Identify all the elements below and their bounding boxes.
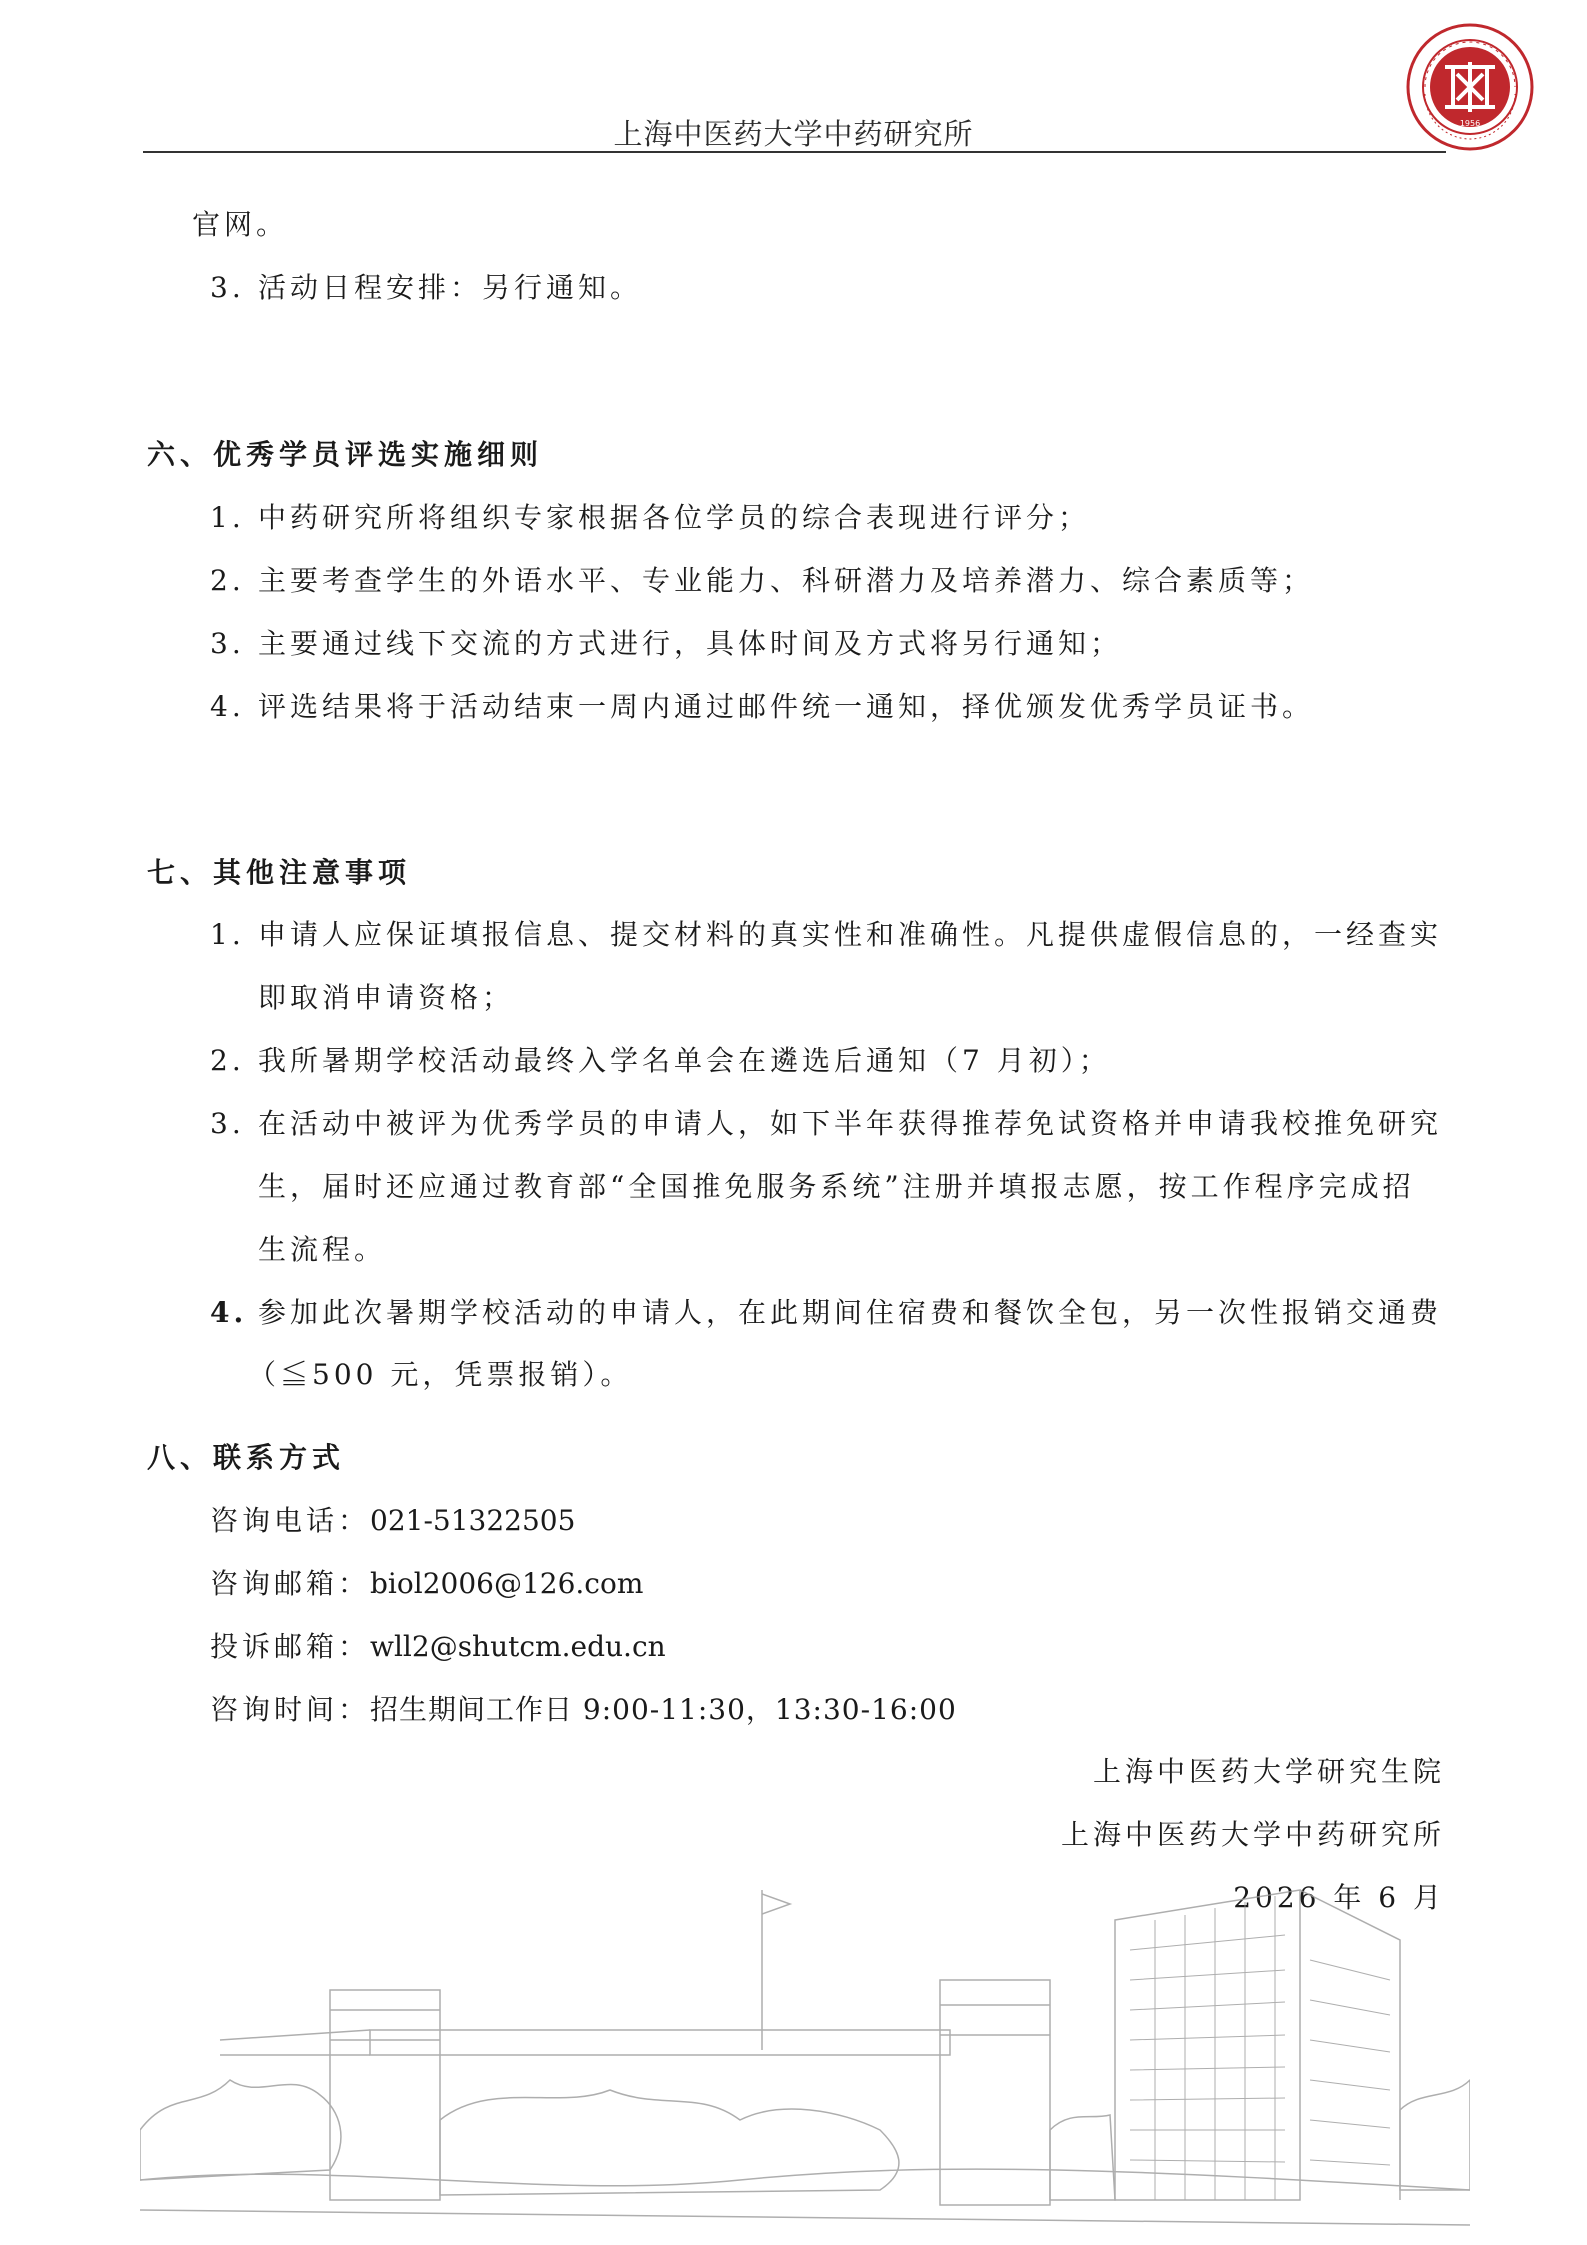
list-item-continuation: 生，届时还应通过教育部“全国推免服务系统”注册并填报志愿，按工作程序完成招 <box>258 1170 1415 1203</box>
list-item: 我所暑期学校活动最终入学名单会在遴选后通知（7 月初）； <box>258 1044 1111 1077</box>
list-item-continuation: （≦500 元，凭票报销）。 <box>248 1358 633 1391</box>
item-number: 2. <box>210 1044 245 1077</box>
list-item: 申请人应保证填报信息、提交材料的真实性和准确性。凡提供虚假信息的，一经查实 <box>258 918 1443 951</box>
university-logo-icon <box>1405 22 1535 152</box>
contact-phone: 021-51322505 <box>370 1504 576 1537</box>
list-item: 在活动中被评为优秀学员的申请人，如下半年获得推荐免试资格并申请我校推免研究 <box>258 1107 1443 1140</box>
list-item: 参加此次暑期学校活动的申请人，在此期间住宿费和餐饮全包，另一次性报销交通费 <box>258 1296 1443 1329</box>
contact-label: 投诉邮箱： <box>210 1630 371 1663</box>
signature-org-institute: 上海中医药大学中药研究所 <box>1060 1818 1445 1851</box>
list-item: 活动日程安排：另行通知。 <box>258 271 643 304</box>
campus-gate-sketch-illustration <box>140 1880 1470 2245</box>
signature-date: 2026 年 6 月 <box>1233 1881 1445 1914</box>
section-heading: 八、联系方式 <box>147 1441 346 1474</box>
header-rule <box>143 151 1446 153</box>
contact-email[interactable]: biol2006@126.com <box>370 1567 644 1600</box>
item-number: 1. <box>210 501 245 534</box>
list-item: 主要考查学生的外语水平、专业能力、科研潜力及培养潜力、综合素质等； <box>258 564 1315 597</box>
signature-org-graduate-school: 上海中医药大学研究生院 <box>1092 1755 1445 1788</box>
item-number: 4. <box>210 1296 248 1329</box>
item-number: 1. <box>210 918 245 951</box>
item-number: 3. <box>210 627 245 660</box>
section-heading: 七、其他注意事项 <box>147 856 412 889</box>
list-item: 主要通过线下交流的方式进行，具体时间及方式将另行通知； <box>258 627 1123 660</box>
list-item: 中药研究所将组织专家根据各位学员的综合表现进行评分； <box>258 501 1091 534</box>
contact-hours: 招生期间工作日 9:00-11:30，13:30-16:00 <box>370 1693 957 1726</box>
list-item: 评选结果将于活动结束一周内通过邮件统一通知，择优颁发优秀学员证书。 <box>258 690 1315 723</box>
complaint-email[interactable]: wll2@shutcm.edu.cn <box>370 1630 666 1663</box>
item-number: 4. <box>210 690 245 723</box>
svg-text:1956: 1956 <box>1459 119 1481 128</box>
contact-label: 咨询邮箱： <box>210 1567 371 1600</box>
item-number: 2. <box>210 564 245 597</box>
contact-label: 咨询时间： <box>210 1693 371 1726</box>
contact-label: 咨询电话： <box>210 1504 371 1537</box>
item-number: 3. <box>210 271 245 304</box>
header-title: 上海中医药大学中药研究所 <box>613 117 974 151</box>
list-item-continuation: 生流程。 <box>258 1233 387 1266</box>
item-number: 3. <box>210 1107 245 1140</box>
list-item-continuation: 即取消申请资格； <box>258 981 515 1014</box>
section-heading: 六、优秀学员评选实施细则 <box>147 438 544 471</box>
continuation-text: 官网。 <box>192 208 289 241</box>
